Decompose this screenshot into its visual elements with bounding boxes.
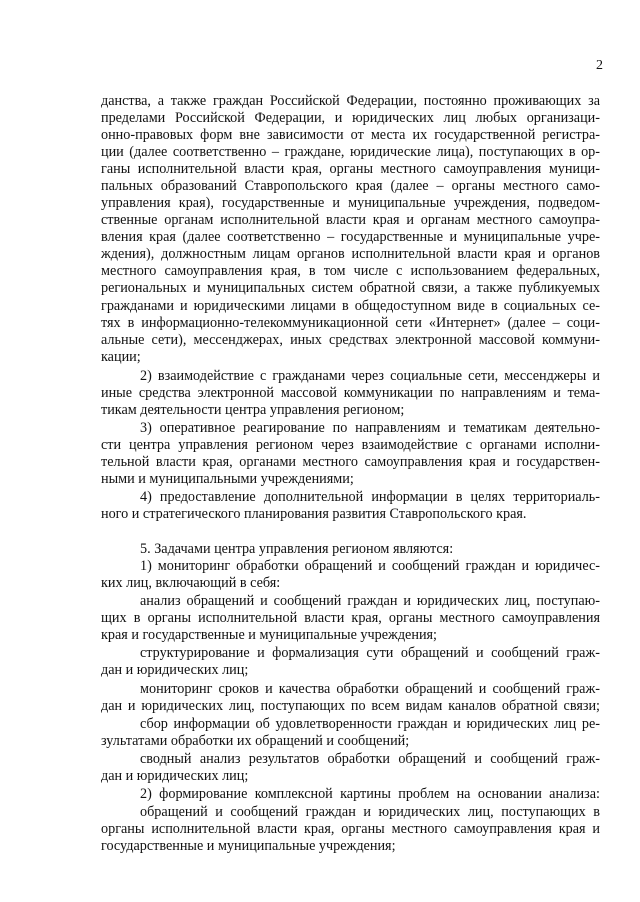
text-line: органы исполнительной власти края, органы местного самоуправления края и [101,821,600,837]
text-line: управления края), государственные и муниципальные учреждения, подведом- [101,195,600,211]
text-line: мониторинг сроков и качества обработки обращений и сообщений граж- [140,681,600,697]
text-line: 2) взаимодействие с гражданами через социальные сети, мессенджеры и [140,368,600,384]
text-line: 3) оперативное реагирование по направлениям и тематикам деятельно- [140,420,600,436]
text-line: ными и муниципальными учреждениями; [101,471,354,487]
text-line: зультатами обработки их обращений и сообщений; [101,733,410,749]
text-line: иные средства электронной массовой коммуникации по направлениям и тема- [101,385,600,401]
text-line: 2) формирование комплексной картины проблем на основании анализа: [140,786,600,802]
text-line: государственные и муниципальные учреждения; [101,838,396,854]
text-line: дан и юридических лиц; [101,768,249,784]
text-line: 5. Задачами центра управления регионом являются: [140,541,454,557]
text-line: щих в органы исполнительной власти края, органы местного самоуправления [101,610,600,626]
text-line: пальных образований Ставропольского края (далее – органы местного само- [101,178,600,194]
text-line: пределами Российской Федерации, и юридических лиц любых организаци- [101,110,600,126]
text-line: дан и юридических лиц; [101,662,249,678]
text-line: тельной власти края, органами местного самоуправления края и государствен- [101,454,600,470]
text-line: данства, а также граждан Российской Федерации, постоянно проживающих за [101,93,600,109]
text-line: альные сети), мессенджерах, иных средствах электронной массовой коммуни- [101,332,600,348]
text-line: ции (далее соответственно – граждане, юридические лица), поступающих в ор- [101,144,600,160]
text-line: кации; [101,349,141,365]
text-line: онно-правовых форм вне зависимости от места их государственной регистра- [101,127,600,143]
text-line: ственные органам исполнительной власти края и органам местного самоупра- [101,212,600,228]
text-line: 4) предоставление дополнительной информации в целях территориаль- [140,489,600,505]
text-line: края и государственные и муниципальные учреждения; [101,627,438,643]
text-line: ждения), должностным лицам органов исполнительной власти края и органов [101,246,600,262]
text-line: сводный анализ результатов обработки обращений и сообщений граж- [140,751,600,767]
text-line: 1) мониторинг обработки обращений и сообщений граждан и юридичес- [140,558,600,574]
text-line: ких лиц, включающий в себя: [101,575,281,591]
text-line: обращений и сообщений граждан и юридических лиц, поступающих в [140,804,600,820]
text-line: гражданами и юридическими лицами в общедоступном виде в социальных се- [101,298,600,314]
text-line: региональных и муниципальных систем обратной связи, а также публикуемых [101,280,600,296]
text-line: тикам деятельности центра управления регионом; [101,402,405,418]
text-line: анализ обращений и сообщений граждан и юридических лиц, поступаю- [140,593,600,609]
page-number: 2 [596,58,603,73]
text-line: дан и юридических лиц, поступающих по всем видам каналов обратной связи; [101,698,600,714]
text-line: местного самоуправления края, в том числе с использованием федеральных, [101,263,600,279]
text-line: вления края (далее соответственно – государственные и муниципальные учре- [101,229,600,245]
text-line: тях в информационно-телекоммуникационной сети «Интернет» (далее – соци- [101,315,600,331]
text-line: сти центра управления регионом через взаимодействие с органами исполни- [101,437,600,453]
text-line: структурирование и формализация сути обращений и сообщений граж- [140,645,600,661]
text-line: сбор информации об удовлетворенности граждан и юридических лиц ре- [140,716,600,732]
text-line: ного и стратегического планирования развития Ставропольского края. [101,506,527,522]
text-line: ганы исполнительной власти края, органы местного самоуправления муници- [101,161,600,177]
